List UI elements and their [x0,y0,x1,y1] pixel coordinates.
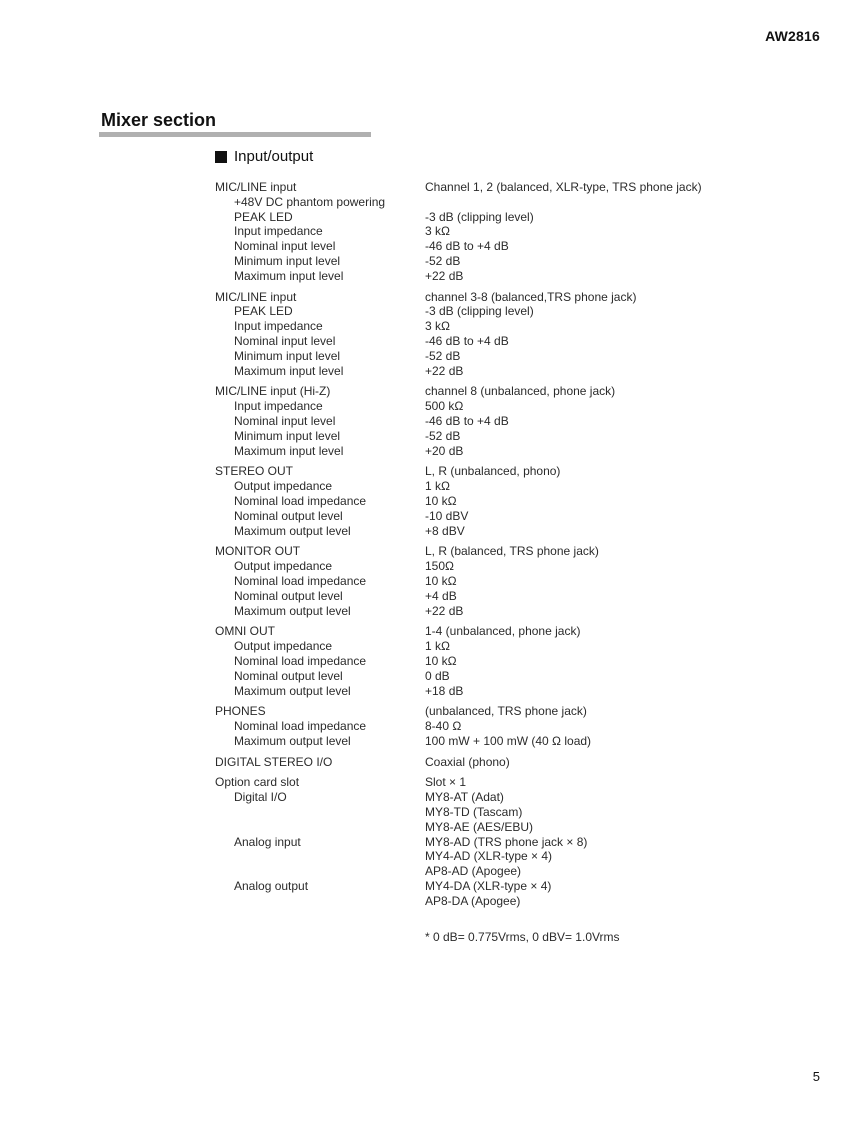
spec-label [215,864,425,879]
spec-label: Nominal input level [234,333,336,348]
spec-label: Minimum input level [234,348,341,363]
spec-row-sub [215,559,775,574]
spec-label: Analog input [234,834,301,849]
spec-row-sub [215,604,775,619]
spec-value: +18 dB [425,683,464,698]
spec-label: Output impedance [234,639,333,654]
spec-value: L, R (unbalanced, phono) [425,464,561,479]
spec-value: 10 kΩ [425,493,457,508]
spec-label: Maximum input level [234,268,344,283]
spec-row-sub [215,319,775,334]
spec-value: +8 dBV [425,523,465,538]
spec-value: MY8-AD (TRS phone jack × 8) [425,834,588,849]
spec-row-main [215,775,775,790]
spec-label: Maximum input level [234,363,344,378]
spec-row-main [215,290,775,305]
spec-label [215,849,425,864]
spec-row-sub [215,864,775,879]
spec-row-sub [215,639,775,654]
spec-label: Nominal load impedance [234,653,367,668]
spec-value: 8-40 Ω [425,719,462,734]
spec-group [215,704,775,748]
spec-label: MIC/LINE input [215,289,297,304]
spec-row-sub [215,444,775,459]
spec-label: Maximum input level [234,443,344,458]
spec-row-sub [215,210,775,225]
spec-value: 500 kΩ [425,399,464,414]
spec-value: 3 kΩ [425,319,450,334]
spec-group [215,464,775,538]
spec-label: Nominal input level [234,413,336,428]
square-bullet-icon [215,151,227,163]
spec-label: MIC/LINE input [215,180,297,194]
spec-label: STEREO OUT [215,464,294,479]
spec-value: Channel 1, 2 (balanced, XLR-type, TRS phone jack) [425,180,702,194]
spec-label [215,805,425,820]
spec-label: PHONES [215,704,266,719]
spec-row-sub [215,494,775,509]
spec-row-sub [215,429,775,444]
spec-group [215,624,775,698]
spec-group [215,755,775,770]
spec-label: Nominal output level [234,588,343,603]
spec-label: Input impedance [234,319,323,334]
spec-label: Input impedance [234,399,323,414]
spec-row-sub [215,239,775,254]
spec-value: 3 kΩ [425,224,450,239]
spec-row-sub [215,805,775,820]
spec-value: 100 mW + 100 mW (40 Ω load) [425,733,592,748]
spec-value: channel 8 (unbalanced, phone jack) [425,384,616,399]
spec-row-sub [215,669,775,684]
spec-value: AP8-AD (Apogee) [425,864,522,879]
spec-value: MY8-AT (Adat) [425,790,504,805]
spec-value: 1 kΩ [425,479,450,494]
spec-label: Nominal load impedance [234,719,367,734]
page-number: 5 [812,1069,820,1084]
spec-row-main [215,464,775,479]
spec-label: Nominal load impedance [234,493,367,508]
section-title-underline [99,132,371,137]
spec-label: Minimum input level [234,253,341,268]
spec-value: L, R (balanced, TRS phone jack) [425,544,599,559]
spec-group [215,544,775,618]
spec-row-sub [215,879,775,894]
spec-row-sub [215,790,775,805]
spec-value: +22 dB [425,603,464,618]
spec-value: Slot × 1 [425,775,467,790]
spec-row-sub [215,894,775,909]
spec-group [215,290,775,379]
spec-value: -46 dB to +4 dB [425,239,509,254]
spec-label: DIGITAL STEREO I/O [215,754,333,769]
spec-value: channel 3-8 (balanced,TRS phone jack) [425,289,637,304]
spec-value: AP8-DA (Apogee) [425,893,521,908]
spec-value: 10 kΩ [425,653,457,668]
spec-row-sub [215,224,775,239]
spec-value: -52 dB [425,253,461,268]
spec-row-sub [215,254,775,269]
spec-row-sub [215,654,775,669]
spec-label: OMNI OUT [215,624,275,639]
spec-row-sub [215,334,775,349]
subheading [215,148,313,165]
spec-label: Output impedance [234,479,333,494]
spec-row-sub [215,574,775,589]
spec-label: Nominal output level [234,668,343,683]
spec-value: +22 dB [425,363,464,378]
spec-row-sub [215,195,775,210]
spec-group [215,180,775,284]
spec-row-sub [215,684,775,699]
footnote: * 0 dB= 0.775Vrms, 0 dBV= 1.0Vrms [425,930,620,944]
spec-row-sub [215,269,775,284]
spec-list [215,180,775,915]
spec-label: +48V DC phantom powering [234,194,386,209]
spec-label [215,820,425,835]
spec-group [215,775,775,908]
spec-value: MY4-AD (XLR-type × 4) [425,849,553,864]
spec-label: Output impedance [234,559,333,574]
spec-label: Analog output [234,879,309,894]
spec-value: +4 dB [425,588,457,603]
spec-value: MY4-DA (XLR-type × 4) [425,879,552,894]
spec-row-sub [215,479,775,494]
spec-label [215,894,425,909]
model-name: AW2816 [765,28,820,44]
spec-value: -46 dB to +4 dB [425,413,509,428]
spec-label: Nominal output level [234,508,343,523]
spec-label: Input impedance [234,224,323,239]
spec-row-sub [215,364,775,379]
spec-row-sub [215,524,775,539]
spec-value: -3 dB (clipping level) [425,304,534,319]
spec-label: Maximum output level [234,683,351,698]
spec-row-main [215,624,775,639]
spec-value: Coaxial (phono) [425,754,510,769]
spec-value: -52 dB [425,348,461,363]
section-title: Mixer section [101,110,217,130]
spec-label: Digital I/O [234,790,287,805]
spec-row-sub [215,719,775,734]
spec-row-main [215,384,775,399]
spec-label: PEAK LED [234,304,293,319]
spec-row-sub [215,399,775,414]
spec-label: Nominal load impedance [234,573,367,588]
spec-value: 1 kΩ [425,639,450,654]
spec-value: 1-4 (unbalanced, phone jack) [425,624,581,639]
spec-value: +22 dB [425,268,464,283]
spec-row-sub [215,304,775,319]
spec-row-sub [215,509,775,524]
spec-row-main [215,755,775,770]
spec-row-sub [215,835,775,850]
spec-value: -52 dB [425,428,461,443]
spec-row-sub [215,849,775,864]
spec-value: MY8-AE (AES/EBU) [425,819,534,834]
spec-row-sub [215,414,775,429]
spec-row-sub [215,820,775,835]
spec-label: Maximum output level [234,733,351,748]
spec-group [215,384,775,458]
spec-row-main [215,544,775,559]
spec-row-main [215,704,775,719]
spec-label: Maximum output level [234,603,351,618]
spec-label: Minimum input level [234,428,341,443]
spec-label: MONITOR OUT [215,544,301,559]
spec-row-main [215,180,775,195]
spec-value: (unbalanced, TRS phone jack) [425,704,587,719]
spec-label: Nominal input level [234,239,336,254]
spec-row-sub [215,589,775,604]
spec-value: -10 dBV [425,508,469,523]
spec-value: -46 dB to +4 dB [425,333,509,348]
spec-label: Option card slot [215,775,300,790]
spec-label: MIC/LINE input (Hi-Z) [215,384,331,399]
spec-value: +20 dB [425,443,464,458]
spec-row-sub [215,349,775,364]
spec-value: 10 kΩ [425,573,457,588]
spec-label: PEAK LED [234,209,293,224]
spec-value: -3 dB (clipping level) [425,209,534,224]
spec-value: 150Ω [425,559,454,574]
spec-value: MY8-TD (Tascam) [425,805,523,820]
spec-label: Maximum output level [234,523,351,538]
spec-row-sub [215,734,775,749]
subheading-text: Input/output [234,148,314,165]
spec-value: 0 dB [425,668,450,683]
